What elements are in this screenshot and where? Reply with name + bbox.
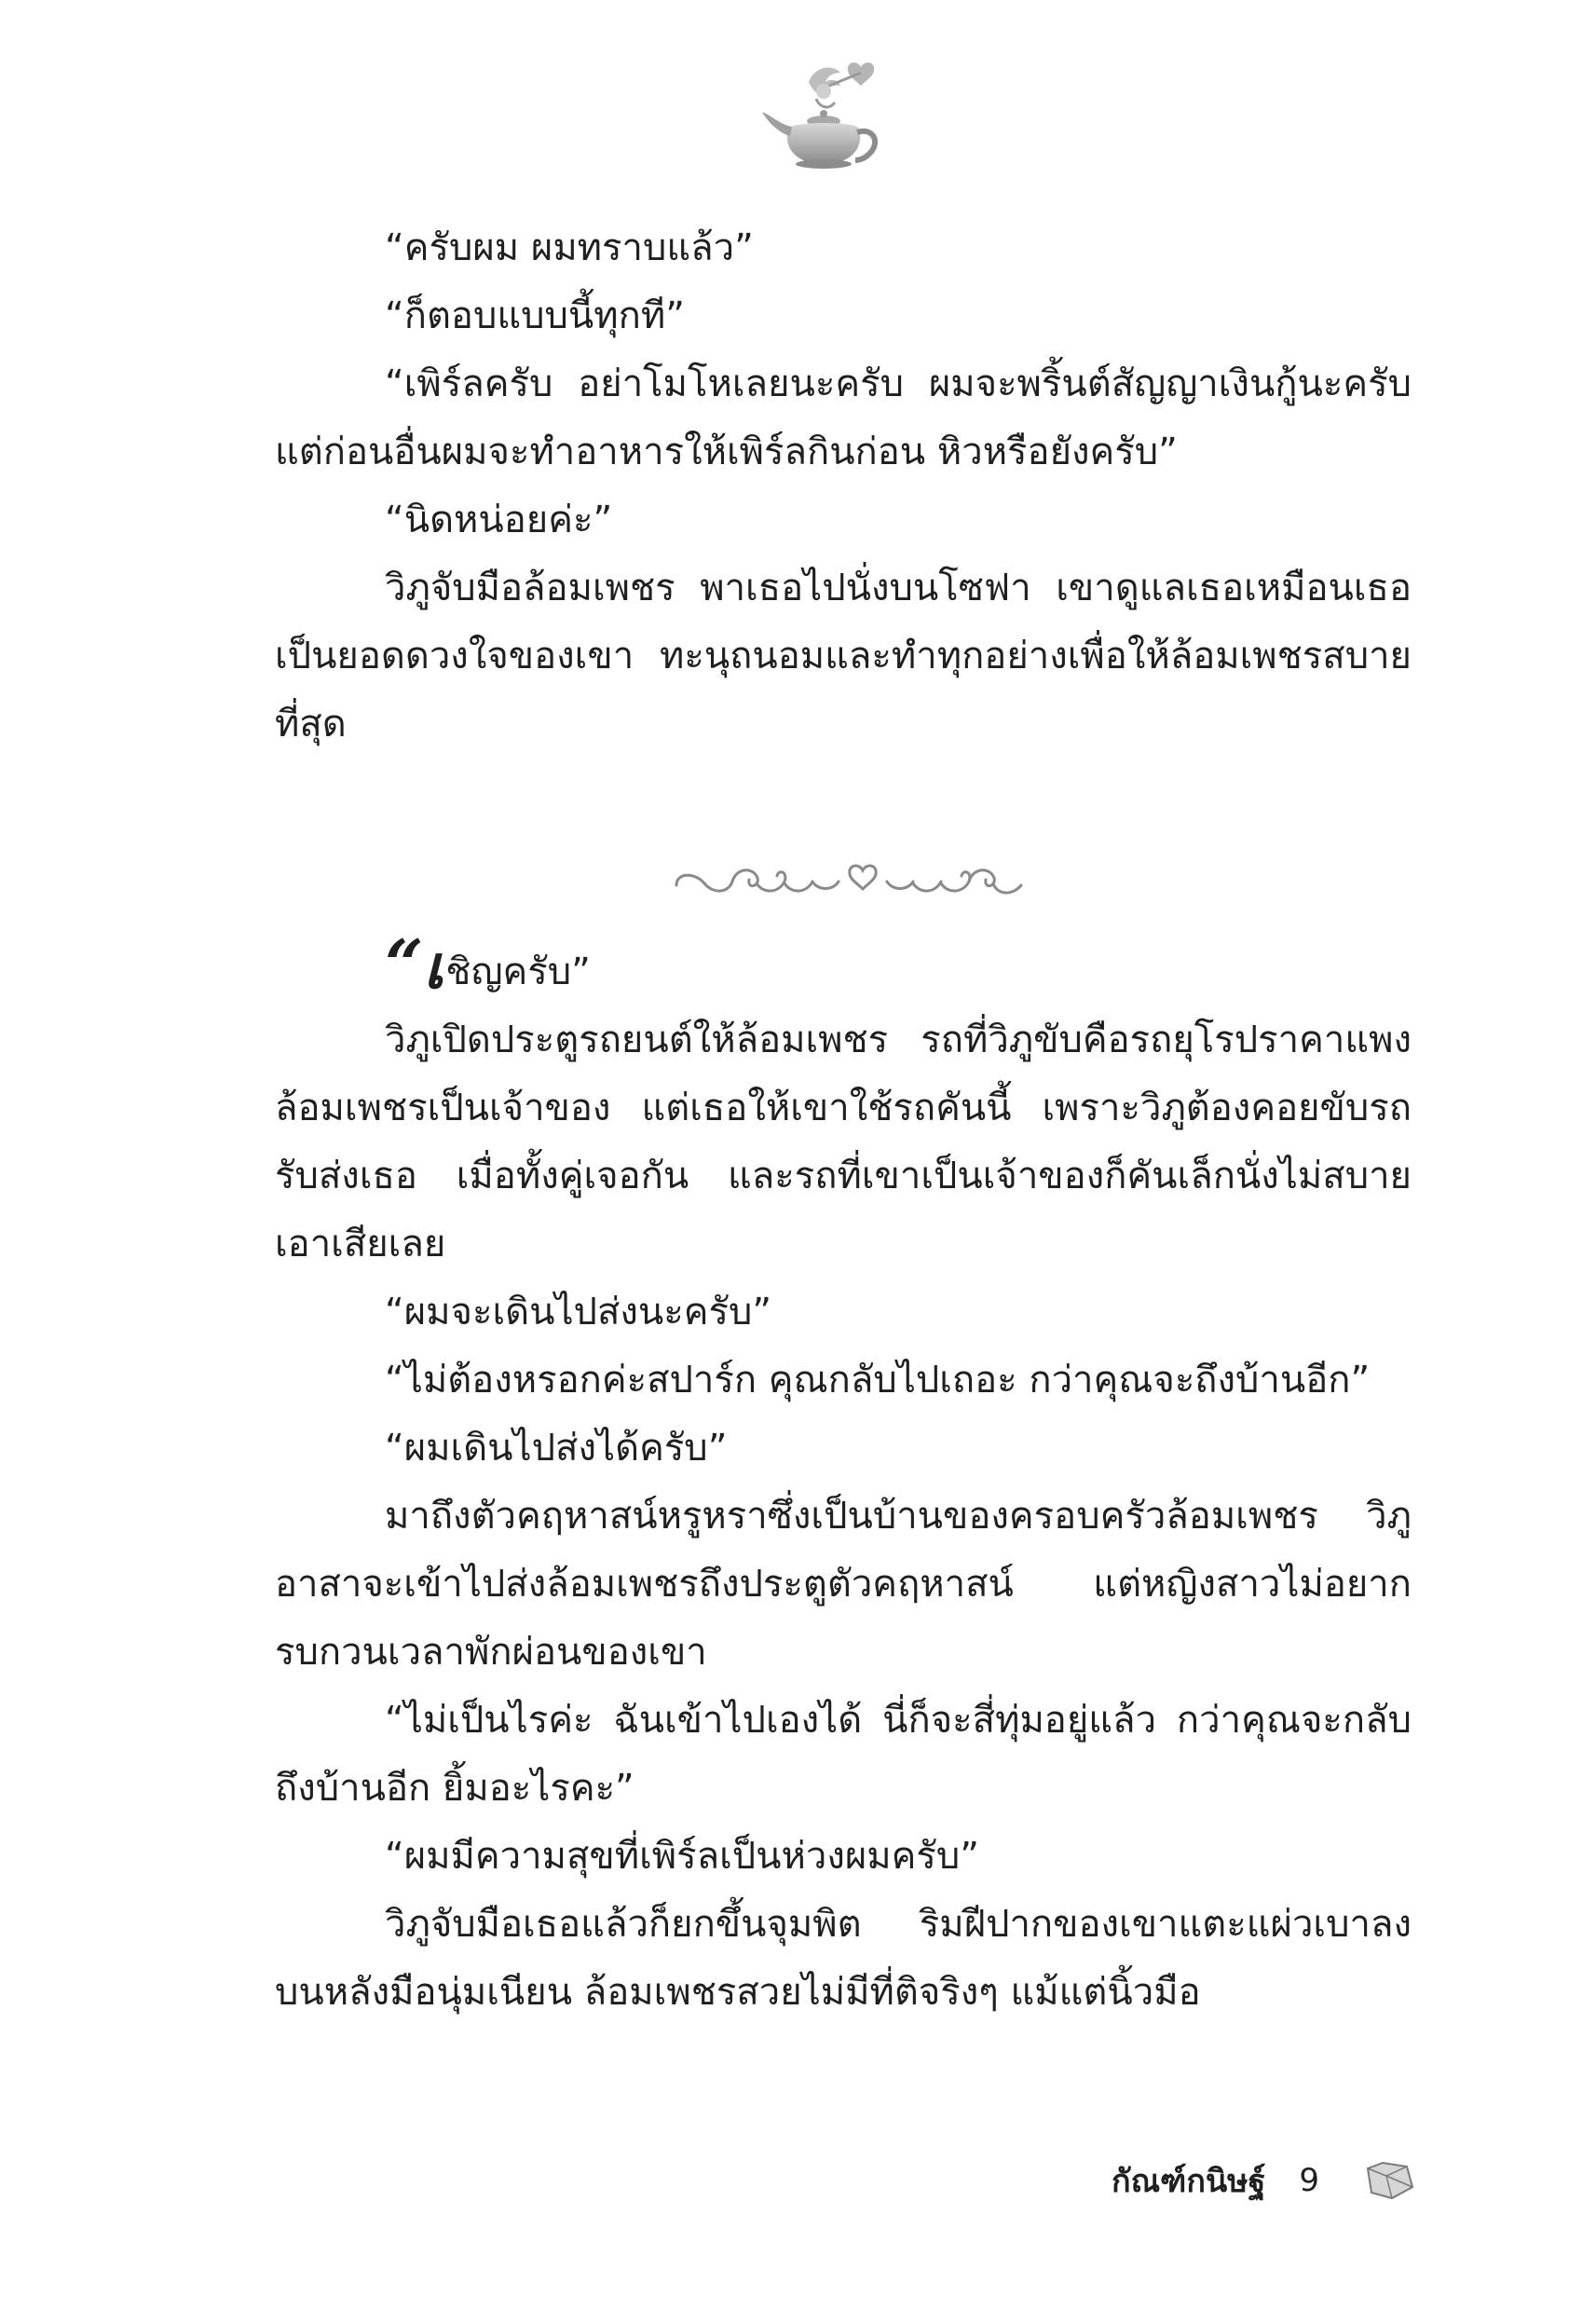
page-number: 9: [1299, 2162, 1319, 2199]
paragraph: “ก็ตอบแบบนี้ทุกที”: [385, 294, 685, 337]
dropcap-letter: เ: [423, 933, 444, 1003]
teapot-cupid-emblem-icon: [751, 54, 900, 175]
paragraph: “ไม่ต้องหรอกค่ะสปาร์ก คุณกลับไปเถอะ กว่าคุณจะถึงบ้านอีก”: [385, 1359, 1371, 1402]
opening-paragraph: [275, 924, 1412, 1006]
paragraph: “ครับผม ผมทราบแล้ว”: [385, 226, 754, 269]
swirl-heart-divider-icon: [667, 848, 1030, 913]
opening-text: ชิญครับ”: [445, 950, 591, 993]
dropcap-quote: “: [385, 924, 424, 1004]
paragraph: “ผมเดินไปส่งได้ครับ”: [385, 1427, 728, 1470]
page-footer: [1112, 2153, 1414, 2208]
paragraph: “ผมมีความสุขที่เพิร์ลเป็นห่วงผมครับ”: [385, 1835, 980, 1878]
text-section-1: [275, 214, 1412, 759]
paragraph: “นิดหน่อยค่ะ”: [385, 499, 613, 541]
paragraph: มาถึงตัวคฤหาสน์หรูหราซึ่งเป็นบ้านของครอบครัวล้อมเพชร วิภูอาสาจะเข้าไปส่งล้อมเพชรถึงประตูตัวคฤหาสน์ แต่หญิงสาวไม่อยากรบกวนเวลาพักผ่อนของเขา: [275, 1495, 1412, 1674]
paragraph: “ไม่เป็นไรค่ะ ฉันเข้าไปเองได้ นี่ก็จะสี่ทุ่มอยู่แล้ว กว่าคุณจะกลับถึงบ้านอีก ยิ้มอะไรคะ”: [275, 1699, 1412, 1810]
text-section-2: [275, 924, 1412, 2027]
paragraph: วิภูเปิดประตูรถยนต์ให้ล้อมเพชร รถที่วิภูขับคือรถยุโรปราคาแพง ล้อมเพชรเป็นเจ้าของ แต่เธอให้เขาใช้รถคันนี้ เพราะวิภูต้องคอยขับรถรับส่งเธอ เมื่อทั้งคู่เจอกัน และรถที่เขาเป็นเจ้าของก็คันเล็กนั่งไม่สบายเอาเสียเลย: [275, 1019, 1412, 1265]
paragraph: “ผมจะเดินไปส่งนะครับ”: [385, 1291, 772, 1333]
book-title: กัณฑ์กนิษฐ์: [1112, 2163, 1266, 2200]
paragraph: วิภูจับมือเธอแล้วก็ยกขึ้นจุมพิต ริมฝีปากของเขาแตะแผ่วเบาลงบนหลังมือนุ่มเนียน ล้อมเพชรสวยไม่มีที่ติจริงๆ แม้แต่นิ้วมือ: [275, 1903, 1412, 2014]
paragraph: วิภูจับมือล้อมเพชร พาเธอไปนั่งบนโซฟา เขาดูแลเธอเหมือนเธอเป็นยอดดวงใจของเขา ทะนุถนอมและทำทุกอย่างเพื่อให้ล้อมเพชรสบายที่สุด: [275, 567, 1412, 745]
diamond-icon: [1364, 2159, 1414, 2202]
paragraph: “เพิร์ลครับ อย่าโมโหเลยนะครับ ผมจะพริ้นต์สัญญาเงินกู้นะครับ แต่ก่อนอื่นผมจะทำอาหารให้เพิร์ลกินก่อน หิวหรือยังครับ”: [275, 362, 1412, 473]
